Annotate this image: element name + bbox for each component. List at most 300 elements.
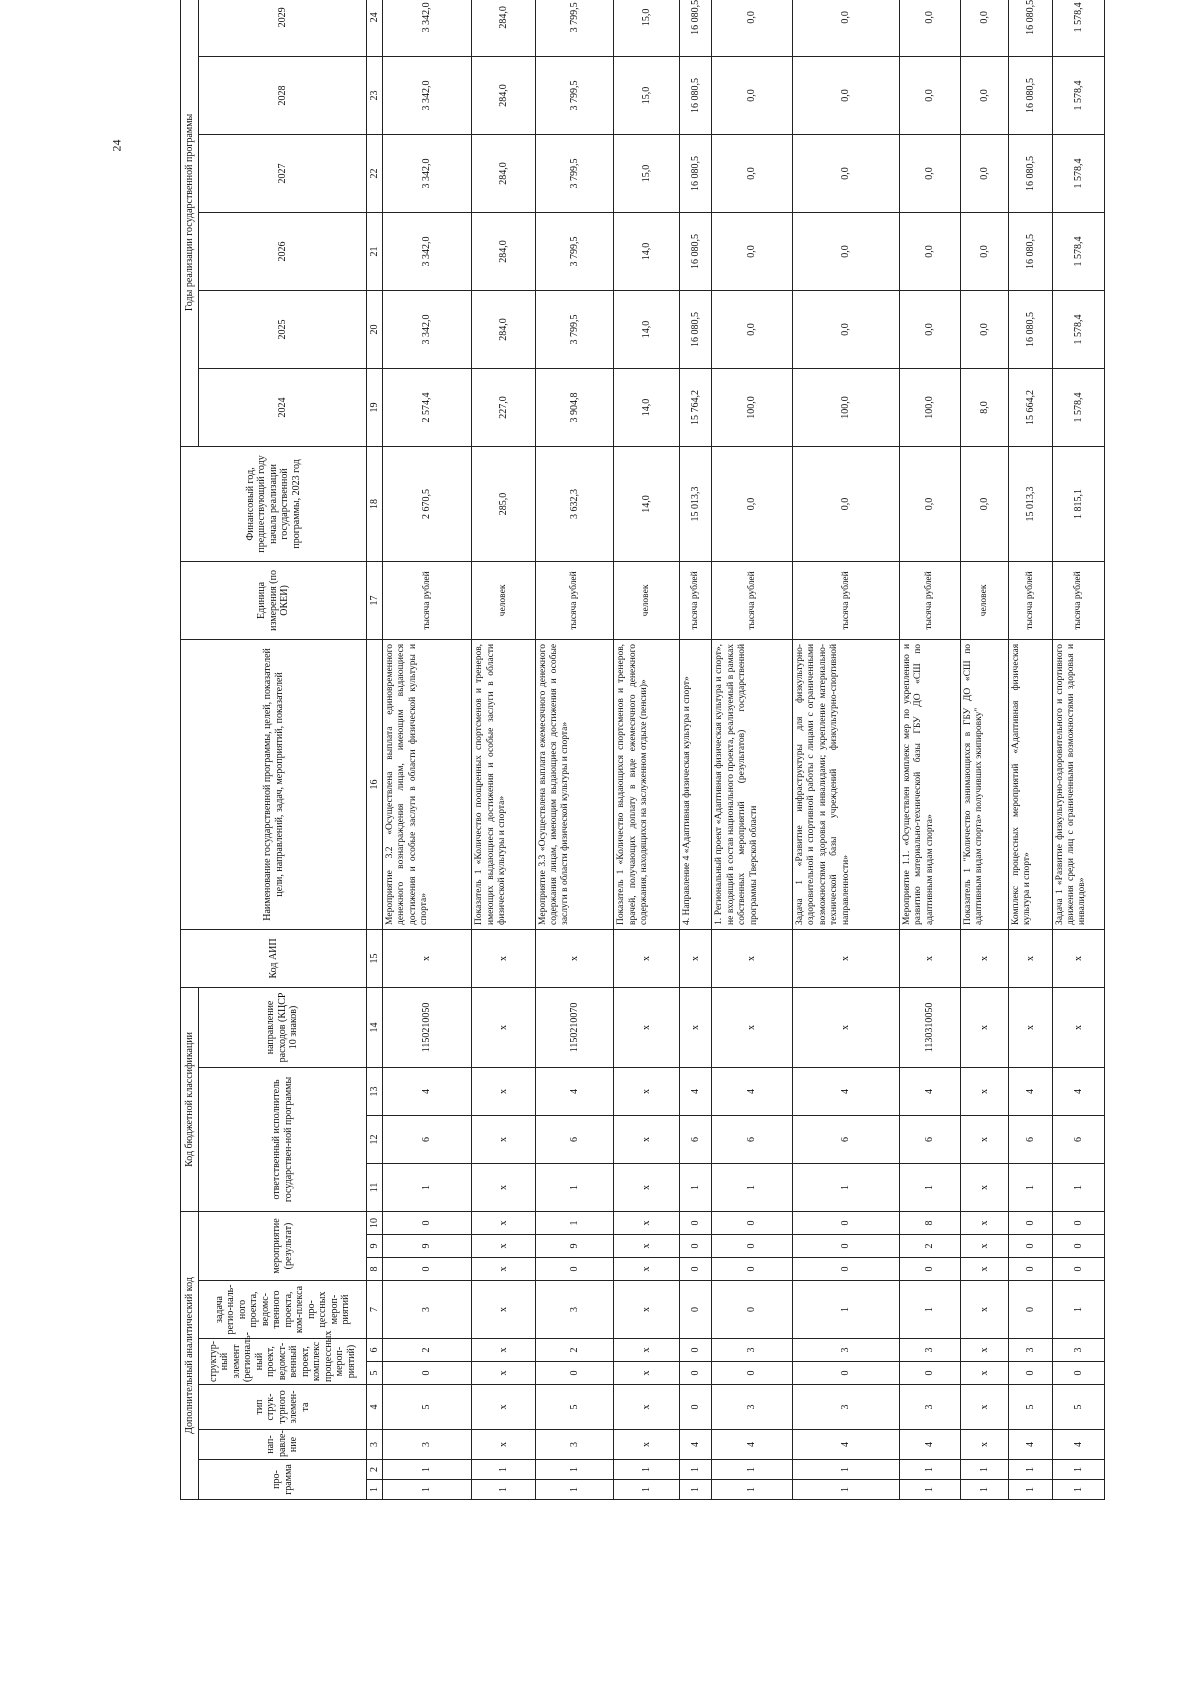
value-cell: 0,0 [712, 134, 793, 212]
code-cell: 1150210070 [535, 987, 614, 1067]
code-cell: 0 [679, 1385, 712, 1430]
value-cell: 284,0 [472, 0, 535, 56]
value-cell: 15,0 [614, 56, 679, 134]
code-cell: 3 [712, 1385, 793, 1430]
item-name-cell: Задача 1 «Развитие инфраструктуры для физкультурно-оздоровительной и спортивной работы с лицами с ограниченными возможностями здоровья и инвалидами; укрепление материально-технической базы учреждений физкультурно-спортивной направленности» [793, 639, 900, 929]
code-cell: 1 [1052, 1163, 1104, 1211]
code-cell: 0 [679, 1362, 712, 1385]
table-row [960, 0, 1008, 1500]
code-cell: 1 [535, 1163, 614, 1211]
column-number-cell: 16 [367, 639, 383, 929]
unit-cell: человек [960, 561, 1008, 639]
event-header: мероприятие (результат) [199, 1211, 367, 1280]
table-row [899, 0, 960, 1500]
value-cell: 0,0 [712, 212, 793, 290]
code-cell: x [793, 987, 900, 1067]
code-cell: 4 [793, 1067, 900, 1115]
code-cell: x [614, 1281, 679, 1339]
value-cell: 3 342,0 [383, 290, 472, 368]
code-cell: 1 [899, 1460, 960, 1480]
code-cell: x [472, 1339, 535, 1362]
code-cell: 3 [383, 1281, 472, 1339]
code-cell: 0 [712, 1211, 793, 1234]
code-cell: 0 [679, 1235, 712, 1258]
code-cell: 1 [712, 1480, 793, 1500]
code-cell: 1 [383, 1480, 472, 1500]
item-name-cell: Показатель 1 "Количество занимающихся в ГБУ ДО «СШ по адаптивным видам спорта» получивших экипировку" [960, 639, 1008, 929]
code-cell: 1 [899, 1480, 960, 1500]
code-cell: 0 [679, 1281, 712, 1339]
value-cell: 0,0 [960, 446, 1008, 561]
code-cell: 1 [1008, 1163, 1052, 1211]
code-cell: x [712, 987, 793, 1067]
value-cell: 0,0 [899, 134, 960, 212]
table-row [1052, 0, 1104, 1500]
rotated-sheet [180, 0, 1105, 1500]
value-cell: 100,0 [899, 368, 960, 446]
year-header: 2025 [199, 290, 367, 368]
code-cell: x [1008, 929, 1052, 987]
value-cell: 0,0 [712, 0, 793, 56]
task-header: задача регио-наль-ного проекта, ведомс-твенного проекта, ком-плекса про-цессных мероп-риятий [199, 1281, 367, 1339]
code-cell: 6 [712, 1115, 793, 1163]
code-cell: 1 [535, 1460, 614, 1480]
item-name-cell: Мероприятие 3.2 «Осуществлена выплата единовременного денежного вознаграждения лицам, имеющим выдающиеся достижения и особые заслуги в области физической культуры и спорта» [383, 639, 472, 929]
code-cell: 0 [793, 1211, 900, 1234]
column-number-cell: 12 [367, 1115, 383, 1163]
table-container [180, 0, 1105, 1500]
executor-header: ответственный исполнитель государствен-ной программы [199, 1067, 367, 1211]
column-number-row [367, 0, 383, 1500]
code-cell: 1 [679, 1480, 712, 1500]
year-header: 2024 [199, 368, 367, 446]
value-cell: 0,0 [960, 56, 1008, 134]
item-name-cell: Задача 1 «Развитие физкультурно-оздоровительного и спортивного движения среди лиц с ограниченными возможностями здоровья и инвалидов» [1052, 639, 1104, 929]
code-cell: 1 [472, 1460, 535, 1480]
code-cell: 5 [383, 1385, 472, 1430]
code-cell: 8 [899, 1211, 960, 1234]
code-cell: x [614, 1362, 679, 1385]
code-cell: 0 [535, 1362, 614, 1385]
code-cell: x [383, 929, 472, 987]
value-cell: 0,0 [712, 290, 793, 368]
value-cell: 16 080,5 [679, 0, 712, 56]
column-number-cell: 11 [367, 1163, 383, 1211]
code-cell: 3 [1052, 1339, 1104, 1362]
item-name-cell: Комплекс процессных мероприятий «Адаптивная физическая культура и спорт» [1008, 639, 1052, 929]
code-cell: 1 [383, 1460, 472, 1480]
code-cell: 6 [1052, 1115, 1104, 1163]
column-number-cell: 13 [367, 1067, 383, 1115]
year-header: 2027 [199, 134, 367, 212]
code-cell: 1 [793, 1480, 900, 1500]
code-cell: x [472, 1235, 535, 1258]
code-cell: x [472, 1163, 535, 1211]
value-cell: 100,0 [793, 368, 900, 446]
column-number-cell: 17 [367, 561, 383, 639]
value-cell: 3 799,5 [535, 0, 614, 56]
code-cell: 0 [1008, 1362, 1052, 1385]
code-cell: x [614, 1235, 679, 1258]
direction-header: нап-равле-ние [199, 1430, 367, 1460]
code-cell: x [614, 929, 679, 987]
value-cell: 8,0 [960, 368, 1008, 446]
value-cell: 284,0 [472, 134, 535, 212]
code-cell: 0 [1052, 1211, 1104, 1234]
code-cell: 1 [679, 1163, 712, 1211]
code-cell: 3 [712, 1339, 793, 1362]
code-cell: 6 [899, 1115, 960, 1163]
code-cell: 1 [535, 1211, 614, 1234]
value-cell: 0,0 [899, 212, 960, 290]
value-cell: 16 080,5 [679, 134, 712, 212]
code-cell: x [679, 987, 712, 1067]
code-cell: 4 [793, 1430, 900, 1460]
value-cell: 3 342,0 [383, 0, 472, 56]
column-number-cell: 18 [367, 446, 383, 561]
value-cell: 0,0 [793, 56, 900, 134]
code-cell: 1 [793, 1163, 900, 1211]
code-cell: 9 [535, 1235, 614, 1258]
column-number-cell: 23 [367, 56, 383, 134]
code-cell: 4 [899, 1067, 960, 1115]
code-cell: 1 [383, 1163, 472, 1211]
code-cell: 5 [535, 1385, 614, 1430]
column-number-cell: 1 [367, 1480, 383, 1500]
table-row [383, 0, 472, 1500]
item-name-cell: Показатель 1 «Количество выдающихся спортсменов и тренеров, врачей, получающих доплату в виде ежемесячного денежного содержания, находящихся на заслуженном отдыхе (пенсии)» [614, 639, 679, 929]
unit-cell: тысяча рублей [1008, 561, 1052, 639]
column-number-cell: 2 [367, 1460, 383, 1480]
value-cell: 1 578,4 [1052, 368, 1104, 446]
code-cell: 1 [472, 1480, 535, 1500]
code-cell: 0 [899, 1362, 960, 1385]
code-cell: x [679, 929, 712, 987]
item-name-cell: 1. Региональный проект «Адаптивная физическая культура и спорт», не входящий в состав национального проекта, реализуемый в рамках собственных мероприятий (результатов) государственной программы Тверской области [712, 639, 793, 929]
value-cell: 14,0 [614, 212, 679, 290]
code-cell: 1 [793, 1460, 900, 1480]
code-cell: x [960, 1235, 1008, 1258]
code-cell: x [472, 1385, 535, 1430]
code-cell: 4 [712, 1067, 793, 1115]
aip-header: Код АИП [181, 929, 367, 987]
code-cell: x [472, 1281, 535, 1339]
value-cell: 0,0 [899, 446, 960, 561]
value-cell: 1 578,4 [1052, 0, 1104, 56]
code-cell: x [960, 1385, 1008, 1430]
column-number-cell: 19 [367, 368, 383, 446]
value-cell: 14,0 [614, 368, 679, 446]
code-cell: 3 [383, 1430, 472, 1460]
code-cell: 1 [1008, 1460, 1052, 1480]
code-cell: x [712, 929, 793, 987]
expense-header: направление расходов (КЦСР 10 знаков) [199, 987, 367, 1067]
unit-cell: тысяча рублей [793, 561, 900, 639]
value-cell: 0,0 [960, 134, 1008, 212]
table-row [472, 0, 535, 1500]
unit-cell: тысяча рублей [712, 561, 793, 639]
page-number: 24 [109, 139, 124, 152]
code-cell: x [472, 929, 535, 987]
value-cell: 16 080,5 [679, 290, 712, 368]
code-cell: 1150210050 [383, 987, 472, 1067]
code-cell: 6 [535, 1115, 614, 1163]
code-cell: 0 [899, 1258, 960, 1281]
code-cell: 0 [383, 1258, 472, 1281]
column-number-cell: 5 [367, 1362, 383, 1385]
code-cell: 2 [535, 1339, 614, 1362]
value-cell: 3 799,5 [535, 290, 614, 368]
value-cell: 0,0 [712, 56, 793, 134]
code-cell: x [614, 1258, 679, 1281]
value-cell: 0,0 [960, 0, 1008, 56]
code-cell: 1 [712, 1163, 793, 1211]
code-cell: x [614, 1430, 679, 1460]
column-number-cell: 21 [367, 212, 383, 290]
column-number-cell: 24 [367, 0, 383, 56]
column-number-cell: 22 [367, 134, 383, 212]
value-cell: 14,0 [614, 290, 679, 368]
value-cell: 3 632,3 [535, 446, 614, 561]
code-cell: x [899, 929, 960, 987]
value-cell: 16 080,5 [1008, 290, 1052, 368]
program-header: про-грамма [199, 1460, 367, 1500]
code-cell: 2 [383, 1339, 472, 1362]
value-cell: 2 574,4 [383, 368, 472, 446]
code-cell: 1 [1008, 1480, 1052, 1500]
code-cell: 0 [1008, 1235, 1052, 1258]
value-cell: 15 664,2 [1008, 368, 1052, 446]
unit-cell: человек [614, 561, 679, 639]
code-cell: x [614, 987, 679, 1067]
value-cell: 3 904,8 [535, 368, 614, 446]
table-row [1008, 0, 1052, 1500]
value-cell: 100,0 [712, 368, 793, 446]
code-cell: 1 [535, 1480, 614, 1500]
code-cell: 0 [1008, 1258, 1052, 1281]
table-row [535, 0, 614, 1500]
item-name-cell: Мероприятие 3.3 «Осуществлена выплата ежемесячного денежного содержания лицам, имеющим выдающиеся достижения и особые заслуги в области физической культуры и спорта» [535, 639, 614, 929]
code-cell: x [614, 1385, 679, 1430]
column-number-cell: 7 [367, 1281, 383, 1339]
code-cell: 0 [679, 1258, 712, 1281]
code-cell: x [535, 929, 614, 987]
code-cell: x [960, 1211, 1008, 1234]
code-cell: 0 [1008, 1211, 1052, 1234]
code-cell: x [614, 1163, 679, 1211]
code-cell: 1 [899, 1163, 960, 1211]
code-cell: 4 [1008, 1430, 1052, 1460]
code-cell: 4 [712, 1430, 793, 1460]
value-cell: 3 799,5 [535, 134, 614, 212]
code-cell: x [614, 1339, 679, 1362]
value-cell: 15,0 [614, 0, 679, 56]
column-number-cell: 10 [367, 1211, 383, 1234]
value-cell: 0,0 [793, 290, 900, 368]
column-number-cell: 9 [367, 1235, 383, 1258]
code-cell: 0 [383, 1211, 472, 1234]
code-cell: x [472, 1430, 535, 1460]
unit-header: Единица измерения (по ОКЕИ) [181, 561, 367, 639]
code-cell: x [960, 1258, 1008, 1281]
value-cell: 0,0 [899, 0, 960, 56]
column-number-cell: 14 [367, 987, 383, 1067]
value-cell: 15 013,3 [1008, 446, 1052, 561]
column-number-cell: 8 [367, 1258, 383, 1281]
code-cell: x [960, 1115, 1008, 1163]
code-cell: 0 [1008, 1281, 1052, 1339]
code-cell: x [1052, 987, 1104, 1067]
table-body [383, 0, 1105, 1500]
code-cell: 0 [793, 1235, 900, 1258]
value-cell: 1 578,4 [1052, 212, 1104, 290]
value-cell: 1 578,4 [1052, 56, 1104, 134]
code-cell: 4 [679, 1067, 712, 1115]
value-cell: 285,0 [472, 446, 535, 561]
code-cell: 9 [383, 1235, 472, 1258]
value-cell: 3 342,0 [383, 134, 472, 212]
code-cell: 4 [535, 1067, 614, 1115]
struct-header: структур-ный элемент (региональ-ный проект, ведомст-венный проект, комплекс процессных мероп-риятий) [199, 1339, 367, 1385]
code-cell: 0 [712, 1362, 793, 1385]
code-cell: x [960, 1281, 1008, 1339]
code-cell: 1 [899, 1281, 960, 1339]
code-cell: 0 [679, 1211, 712, 1234]
type-header: тип струк-турного элемен-та [199, 1385, 367, 1430]
table-row [679, 0, 712, 1500]
value-cell: 16 080,5 [679, 56, 712, 134]
program-table [180, 0, 1105, 1500]
code-cell: x [614, 1211, 679, 1234]
code-cell: 4 [899, 1430, 960, 1460]
value-cell: 284,0 [472, 56, 535, 134]
code-cell: 1 [679, 1460, 712, 1480]
code-cell: 4 [1052, 1067, 1104, 1115]
value-cell: 1 815,1 [1052, 446, 1104, 561]
code-cell: 0 [1052, 1235, 1104, 1258]
code-cell: 3 [899, 1385, 960, 1430]
code-cell: 5 [1052, 1385, 1104, 1430]
value-cell: 227,0 [472, 368, 535, 446]
value-cell: 0,0 [712, 446, 793, 561]
value-cell: 15,0 [614, 134, 679, 212]
code-cell: x [960, 1362, 1008, 1385]
code-cell: 1130310050 [899, 987, 960, 1067]
table-row [712, 0, 793, 1500]
code-cell: x [472, 1362, 535, 1385]
code-cell: 0 [1052, 1258, 1104, 1281]
value-cell: 0,0 [793, 0, 900, 56]
extra-code-header: Дополнительный аналитический код [181, 1211, 199, 1499]
table-row [614, 0, 679, 1500]
code-cell: x [960, 1163, 1008, 1211]
item-name-cell: Показатель 1 «Количество поощренных спортсменов и тренеров, имеющих выдающиеся достижения и особые заслуги в области физической культуры и спорта» [472, 639, 535, 929]
value-cell: 14,0 [614, 446, 679, 561]
code-cell: 4 [1052, 1430, 1104, 1460]
code-cell: 1 [793, 1281, 900, 1339]
code-cell: 5 [1008, 1385, 1052, 1430]
code-cell: x [960, 1339, 1008, 1362]
value-cell: 0,0 [899, 56, 960, 134]
code-cell: 1 [960, 1460, 1008, 1480]
code-cell: 0 [1052, 1362, 1104, 1385]
code-cell: 6 [1008, 1115, 1052, 1163]
code-cell: 4 [383, 1067, 472, 1115]
code-cell: 3 [793, 1339, 900, 1362]
value-cell: 16 080,5 [1008, 0, 1052, 56]
code-cell: 0 [793, 1258, 900, 1281]
code-cell: 1 [1052, 1281, 1104, 1339]
code-cell: x [472, 1211, 535, 1234]
value-cell: 3 799,5 [535, 56, 614, 134]
unit-cell: человек [472, 561, 535, 639]
code-cell: 4 [1008, 1067, 1052, 1115]
value-cell: 1 578,4 [1052, 290, 1104, 368]
code-cell: 3 [535, 1430, 614, 1460]
code-cell: 3 [899, 1339, 960, 1362]
year-header: 2029 [199, 0, 367, 56]
value-cell: 16 080,5 [1008, 56, 1052, 134]
value-cell: 3 342,0 [383, 212, 472, 290]
code-cell: x [472, 987, 535, 1067]
unit-cell: тысяча рублей [1052, 561, 1104, 639]
value-cell: 2 670,5 [383, 446, 472, 561]
years-title-header: Годы реализации государственной программы [181, 0, 199, 446]
code-cell: 1 [712, 1460, 793, 1480]
name-header: Наименование государственной программы, целей, показателей цели, направлений, задач, мероприятий, показателей [181, 639, 367, 929]
code-cell: 1 [614, 1480, 679, 1500]
code-cell: 0 [712, 1258, 793, 1281]
value-cell: 0,0 [899, 290, 960, 368]
code-cell: x [614, 1067, 679, 1115]
value-cell: 3 342,0 [383, 56, 472, 134]
code-cell: 0 [383, 1362, 472, 1385]
value-cell: 1 578,4 [1052, 134, 1104, 212]
column-number-cell: 15 [367, 929, 383, 987]
unit-cell: тысяча рублей [899, 561, 960, 639]
code-cell: 6 [793, 1115, 900, 1163]
code-cell: x [472, 1258, 535, 1281]
code-cell: x [960, 987, 1008, 1067]
value-cell: 3 799,5 [535, 212, 614, 290]
code-cell: 1 [1052, 1460, 1104, 1480]
column-number-cell: 4 [367, 1385, 383, 1430]
item-name-cell: 4. Направление 4 «Адаптивная физическая культура и спорт» [679, 639, 712, 929]
value-cell: 16 080,5 [1008, 212, 1052, 290]
code-cell: x [960, 929, 1008, 987]
code-cell: 2 [899, 1235, 960, 1258]
column-number-cell: 3 [367, 1430, 383, 1460]
fin-year-header: Финансовый год, предшествующий году начала реализации государственной программы, 2023 год [181, 446, 367, 561]
value-cell: 284,0 [472, 212, 535, 290]
value-cell: 0,0 [793, 446, 900, 561]
unit-cell: тысяча рублей [383, 561, 472, 639]
code-cell: 6 [383, 1115, 472, 1163]
code-cell: 1 [1052, 1480, 1104, 1500]
code-cell: x [472, 1115, 535, 1163]
code-cell: x [960, 1430, 1008, 1460]
table-row [793, 0, 900, 1500]
value-cell: 16 080,5 [1008, 134, 1052, 212]
code-cell: x [1052, 929, 1104, 987]
column-number-cell: 6 [367, 1339, 383, 1362]
value-cell: 0,0 [960, 290, 1008, 368]
code-cell: x [614, 1115, 679, 1163]
item-name-cell: Мероприятие 1.1. «Осуществлен комплекс мер по укреплению и развитию материально-технической базы ГБУ ДО «СШ по адаптивным видам спорта» [899, 639, 960, 929]
code-cell: 0 [793, 1362, 900, 1385]
column-number-cell: 20 [367, 290, 383, 368]
code-cell: 3 [1008, 1339, 1052, 1362]
